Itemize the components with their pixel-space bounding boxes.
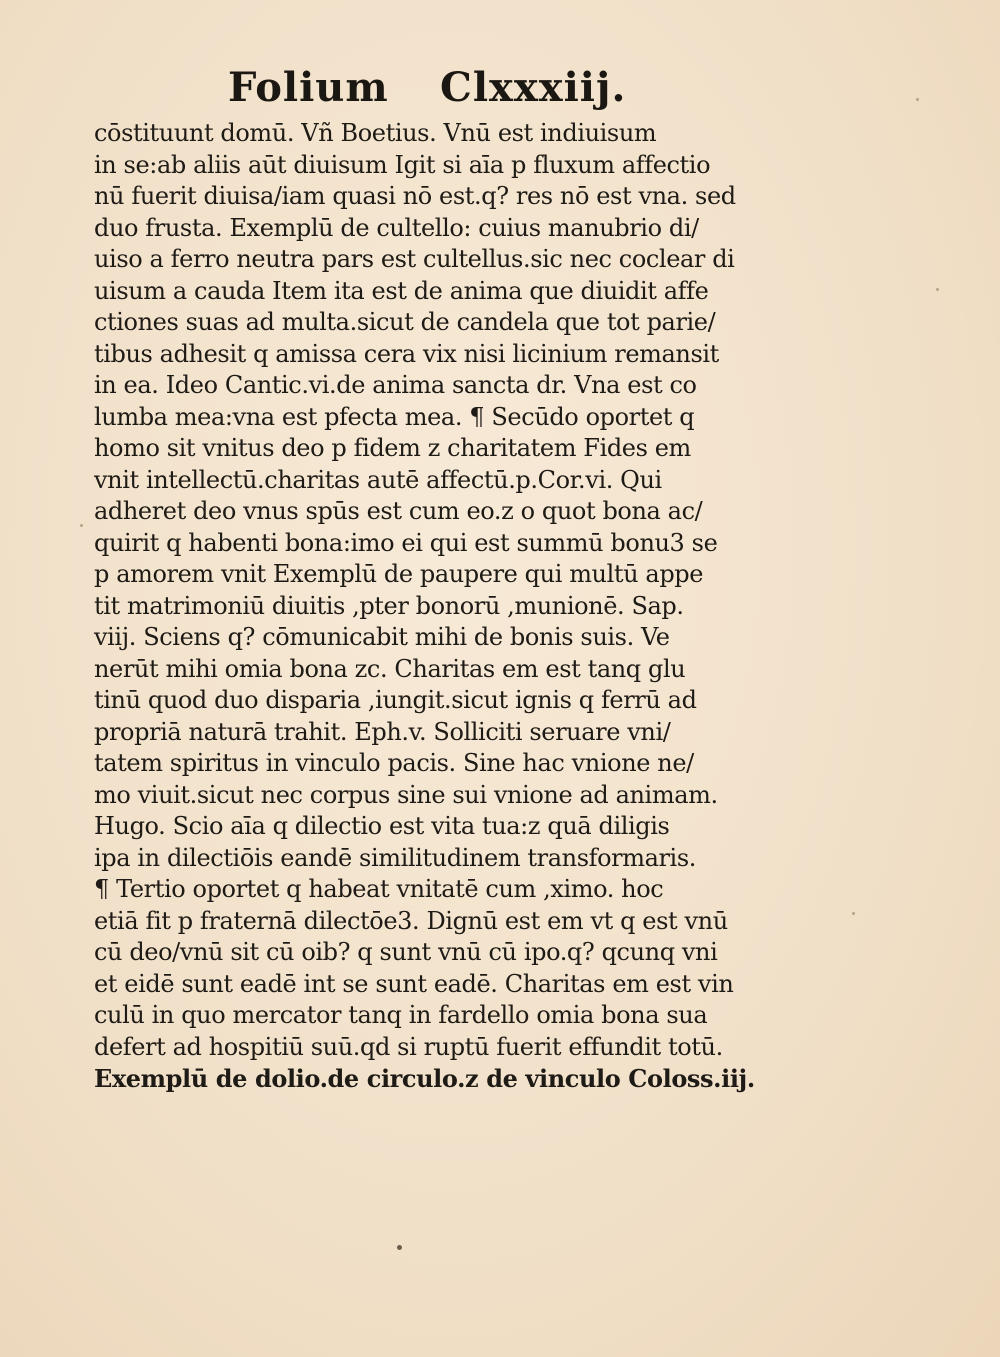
text-line: ipa in dilectiōis eandē similitudinem transformaris.: [94, 843, 696, 872]
text-line: vnit intellectū.charitas autē affectū.p.Cor.vi. Qui: [94, 465, 662, 494]
paper-speck: [80, 524, 83, 527]
text-line: p amorem vnit Exemplū de paupere qui multū appe: [94, 560, 704, 588]
text-line: defert ad hospitiū suū.qd si ruptū fuerit effundit totū.: [94, 1032, 723, 1061]
text-line: nū fuerit diuisa/iam quasi nō est.q? res nō est vna. sed: [94, 182, 736, 210]
text-line: homo sit vnitus deo p fidem z charitatem Fides em: [94, 434, 691, 462]
text-line: et eidē sunt eadē int se sunt eadē. Charitas em est vin: [94, 969, 734, 998]
text-line: etiā fit p fraternā dilectōe3. Dignū est em vt q est vnū: [94, 906, 728, 935]
text-line: ctiones suas ad multa.sicut de candela que tot parie/: [94, 308, 716, 336]
text-line: lumba mea:vna est pfecta mea. ¶ Secūdo oportet q: [94, 402, 695, 431]
paper-speck: [916, 98, 919, 101]
text-line: Exemplū de dolio.de circulo.z de vinculo Coloss.iij.: [94, 1064, 755, 1093]
text-line: duo frusta. Exemplū de cultello: cuius manubrio di/: [94, 213, 699, 242]
text-line: in se:ab aliis aūt diuisum Igit si aīa p fluxum affectio: [94, 150, 711, 179]
header-folio-number: Clxxxiij.: [440, 64, 627, 111]
text-line: uiso a ferro neutra pars est cultellus.sic nec coclear di: [94, 245, 735, 273]
text-line: in ea. Ideo Cantic.vi.de anima sancta dr. Vna est co: [94, 371, 697, 399]
text-line: uisum a cauda Item ita est de anima que diuidit affe: [94, 276, 709, 305]
body-text-block: [94, 118, 774, 1095]
paper-speck: [936, 288, 939, 291]
text-line: tatem spiritus in vinculo pacis. Sine hac vnione ne/: [94, 749, 694, 777]
folio-header: [228, 56, 628, 116]
text-line: Hugo. Scio aīa q dilectio est vita tua:z quā diligis: [94, 812, 670, 840]
text-line: cōstituunt domū. Vñ Boetius. Vnū est indiuisum: [94, 119, 657, 147]
text-line: culū in quo mercator tanq in fardello omia bona sua: [94, 1001, 708, 1029]
text-line: mo viuit.sicut nec corpus sine sui vnione ad animam.: [94, 780, 718, 809]
paper-speck: [852, 912, 855, 915]
text-line: tibus adhesit q amissa cera vix nisi licinium remansit: [94, 339, 719, 368]
text-line: cū deo/vnū sit cū oib? q sunt vnū cū ipo.q? qcunq vni: [94, 938, 718, 966]
text-line: tinū quod duo disparia ,iungit.sicut ignis q ferrū ad: [94, 686, 697, 714]
text-line: nerūt mihi omia bona zc. Charitas em est tanq glu: [94, 654, 686, 683]
text-line: ¶ Tertio oportet q habeat vnitatē cum ,ximo. hoc: [94, 875, 664, 903]
text-line: tit matrimoniū diuitis ,pter bonorū ,munionē. Sap.: [94, 591, 684, 620]
ink-spot: [397, 1245, 402, 1250]
header-word-folium: Folium: [228, 64, 389, 111]
text-line: quirit q habenti bona:imo ei qui est summū bonu3 se: [94, 528, 718, 557]
text-line: viij. Sciens q? cōmunicabit mihi de bonis suis. Ve: [94, 623, 670, 651]
text-line: adheret deo vnus spūs est cum eo.z o quot bona ac/: [94, 497, 703, 525]
text-line: propriā naturā trahit. Eph.v. Solliciti seruare vni/: [94, 717, 671, 746]
